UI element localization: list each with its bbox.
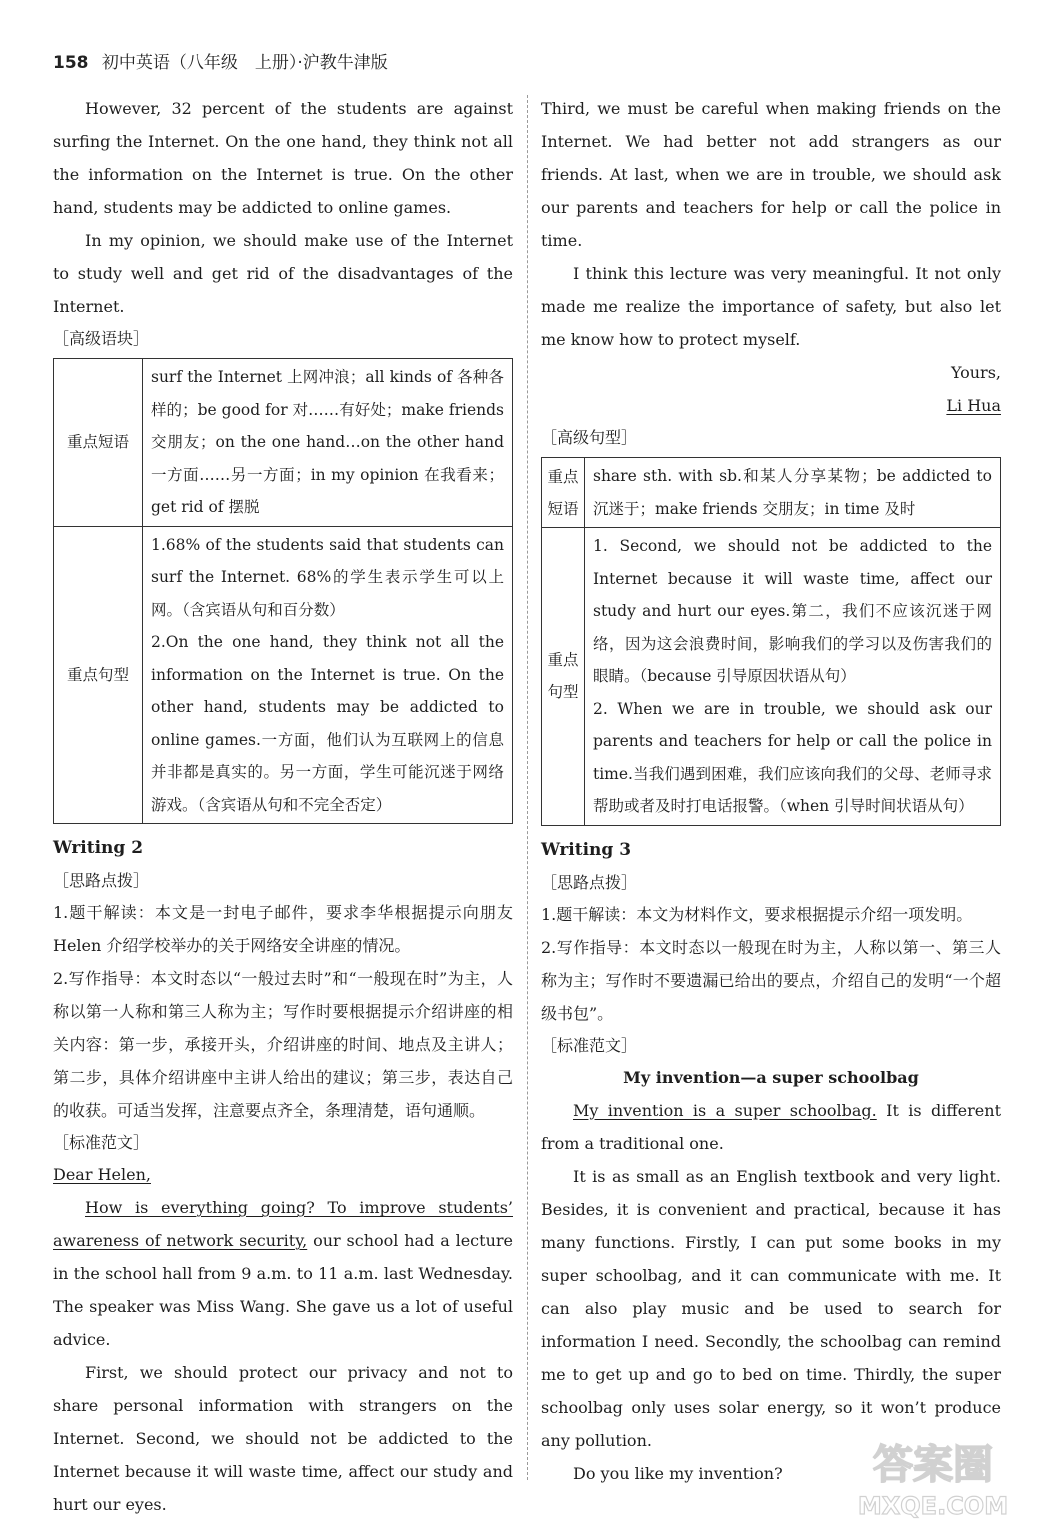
writing2-tip-1: 1.题干解读：本文是一封电子邮件，要求李华根据提示向朋友 Helen 介绍学校举办的关于网络安全讲座的情况。 xyxy=(53,903,513,955)
key-sentence-1: 1. Second, we should not be addicted to the Internet because it will waste time, affect our study and hurt our eyes.第二，我们不应该沉迷于网络，因为这会浪费时间，影响我们的学习以及伤害我们的眼睛。（because 引导原因状语从句） xyxy=(593,537,992,685)
key-sentences xyxy=(585,528,1001,826)
key-sentences xyxy=(143,526,513,824)
sentences-table xyxy=(541,457,1001,826)
writing3-section-model: ［标准范文］ xyxy=(541,1035,638,1055)
key-phrases: surf the Internet 上网冲浪；all kinds of 各种各样的；be good for 对……有好处；make friends 交朋友；on the one hand…on the other hand 一方面……另一方面；in my opinion 在我看来；get rid of 摆脱 xyxy=(143,359,513,527)
row-label-sentences: 重点句型 xyxy=(54,526,143,824)
page-header xyxy=(53,48,388,73)
watermark-line-1: 答案圈 xyxy=(873,1442,993,1488)
writing3-section-tips: ［思路点拨］ xyxy=(541,872,638,892)
paragraph-1-rest: our school had a lecture in the school hall from 9 a.m. to 11 a.m. last Wednesday. The speaker was Miss Wang. She gave us a lot of useful advice. xyxy=(53,1231,513,1349)
chunks-table xyxy=(53,358,513,824)
key-sentence-1: 1.68% of the students said that students can surf the Internet. 68%的学生表示学生可以上网。（含宾语从句和百分数） xyxy=(151,535,504,619)
essay3-paragraph-3: Do you like my invention? xyxy=(573,1463,783,1483)
essay-title: My invention—a super schoolbag xyxy=(623,1067,919,1087)
letter-paragraph-4: I think this lecture was very meaningful. It not only made me realize the importance of safety, but also let me know how to protect myself. xyxy=(541,264,1001,349)
table-row xyxy=(542,528,1001,826)
writing3-tip-2: 2.写作指导：本文时态以一般现在时为主，人称以第一、第三人称为主；写作时不要遗漏已给出的要点，介绍自己的发明“一个超级书包”。 xyxy=(541,937,1001,1023)
underlined-opening: How is everything going? To improve students’ awareness of network security, xyxy=(53,1198,513,1250)
underlined-opening: My invention is a super schoolbag. xyxy=(573,1100,877,1120)
page-number: 158 xyxy=(53,53,89,73)
book-title: 初中英语（八年级 上册）·沪教牛津版 xyxy=(101,53,388,73)
section-advanced-sentences: ［高级句型］ xyxy=(541,428,638,447)
key-phrases: share sth. with sb.和某人分享某物；be addicted to 沉迷于；make friends 交朋友；in time 及时 xyxy=(585,458,1001,528)
watermark-logo xyxy=(838,1434,1028,1522)
letter-paragraph-1 xyxy=(53,1191,513,1356)
essay3-paragraph-1 xyxy=(541,1094,1001,1160)
section-advanced-chunks: ［高级语块］ xyxy=(53,329,150,348)
row-label-phrases: 重点短语 xyxy=(54,359,143,527)
letter-signature xyxy=(541,389,1001,422)
letter-greeting xyxy=(53,1158,513,1191)
greeting-text: Dear Helen, xyxy=(53,1165,151,1184)
essay3-paragraph-2: It is as small as an English textbook and very light. Besides, it is convenient and practical, because it has many functions. Firstly, I can put some books in my super schoolbag, and it can communicate with me. It can also play music and be used to search for information I need. Secondly, the schoolbag can remind me to get up and go to bed on time. Thirdly, the super schoolbag only uses solar energy, so it won’t produce any pollution. xyxy=(541,1166,1001,1450)
left-column xyxy=(53,92,513,1521)
signature-text: Li Hua xyxy=(946,396,1001,415)
watermark-line-2: MXQE.COM xyxy=(857,1492,1009,1520)
writing3-tip-1: 1.题干解读：本文为材料作文，要求根据提示介绍一项发明。 xyxy=(541,904,973,924)
writing2-title: Writing 2 xyxy=(53,838,144,858)
essay1-paragraph-however: However, 32 percent of the students are against surfing the Internet. On the one hand, they think not all the information on the Internet is true. On the other hand, students may be addicted to online games. xyxy=(53,99,513,217)
table-row xyxy=(54,359,513,527)
writing2-section-tips: ［思路点拨］ xyxy=(53,871,150,890)
row-label-sentences: 重点句型 xyxy=(542,528,585,826)
writing2-section-model: ［标准范文］ xyxy=(53,1133,150,1152)
column-divider xyxy=(527,95,528,1480)
letter-paragraph-3: Third, we must be careful when making friends on the Internet. We had better not add strangers as our friends. At last, when we are in trouble, we should ask our parents and teachers for help or call the police in time. xyxy=(541,99,1001,250)
right-column xyxy=(541,92,1001,1490)
table-row xyxy=(54,526,513,824)
key-sentence-2: 2.On the one hand, they think not all the information on the Internet is true. On the other hand, students may be addicted to online games.一方面，他们认为互联网上的信息并非都是真实的。另一方面，学生可能沉迷于网络游戏。（含宾语从句和不完全否定） xyxy=(151,633,504,814)
essay1-paragraph-opinion: In my opinion, we should make use of the Internet to study well and get rid of the disadvantages of the Internet. xyxy=(53,231,513,316)
writing3-title: Writing 3 xyxy=(541,839,632,860)
key-sentence-2: 2. When we are in trouble, we should ask our parents and teachers for help or call the police in time.当我们遇到困难，我们应该向我们的父母、老师寻求帮助或者及时打电话报警。（when 引导时间状语从句） xyxy=(593,699,992,815)
writing2-tip-2: 2.写作指导：本文时态以“一般过去时”和“一般现在时”为主，人称以第一人称和第三人称为主；写作时要根据提示介绍讲座的相关内容：第一步，承接开头，介绍讲座的时间、地点及主讲人；第二步，具体介绍讲座中主讲人给出的建议；第三步，表达自己的收获。可适当发挥，注意要点齐全，条理清楚，语句通顺。 xyxy=(53,969,513,1120)
paragraph-1-rest: It is different from a traditional one. xyxy=(541,1100,1002,1153)
row-label-phrases: 重点短语 xyxy=(542,458,585,528)
letter-closing: Yours, xyxy=(950,363,1001,382)
table-row xyxy=(542,458,1001,528)
letter-paragraph-2: First, we should protect our privacy and not to share personal information with strangers on the Internet. Second, we should not be addicted to the Internet because it will waste time, affect our study and hurt our eyes. xyxy=(53,1363,513,1514)
